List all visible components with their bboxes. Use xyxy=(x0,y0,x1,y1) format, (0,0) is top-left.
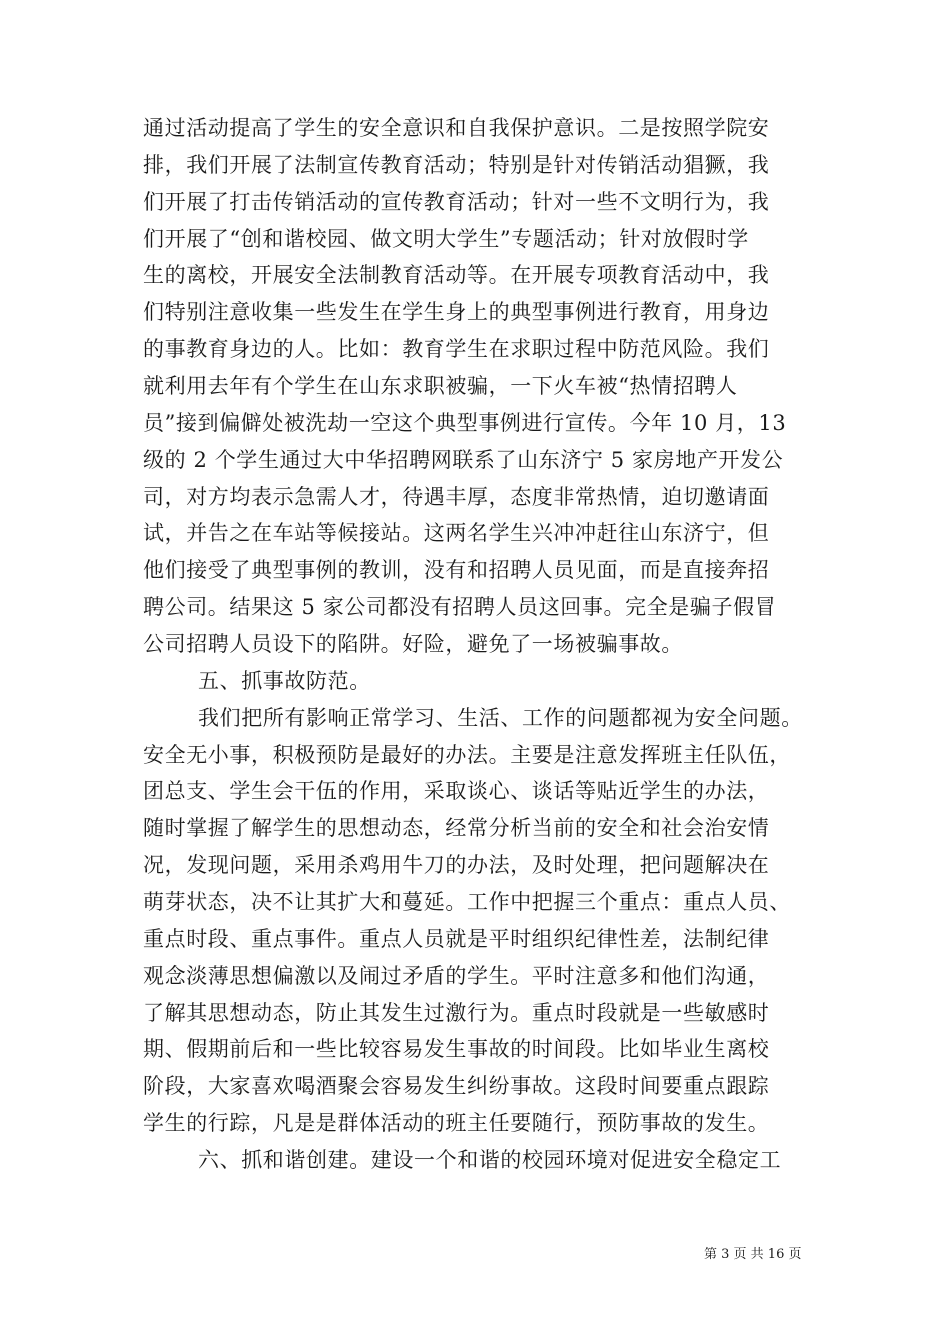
text-line: 们开展了“创和谐校园、做文明大学生”专题活动；针对放假时学 xyxy=(143,227,749,251)
text-line: 安全无小事，积极预防是最好的办法。主要是注意发挥班主任队伍， xyxy=(143,743,791,767)
text-line: 团总支、学生会干伍的作用，采取谈心、谈话等贴近学生的办法， xyxy=(143,779,770,803)
page-number-footer: 第 3 页 共 16 页 xyxy=(704,1247,802,1262)
text-line: 阶段，大家喜欢喝酒聚会容易发生纠纷事故。这段时间要重点跟踪 xyxy=(143,1074,770,1098)
section-heading: 六、抓和谐创建。建设一个和谐的校园环境对促进安全稳定工 xyxy=(198,1148,782,1172)
text-line: 况，发现问题，采用杀鸡用牛刀的办法，及时处理，把问题解决在 xyxy=(143,853,770,877)
text-line: 级的 2 个学生通过大中华招聘网联系了山东济宁 5 家房地产开发公 xyxy=(143,448,784,472)
text-line: 司，对方均表示急需人才，待遇丰厚，态度非常热情，迫切邀请面 xyxy=(143,485,770,509)
text-line: 随时掌握了解学生的思想动态，经常分析当前的安全和社会治安情 xyxy=(143,816,770,840)
text-line: 就利用去年有个学生在山东求职被骗，一下火车被“热情招聘人 xyxy=(143,374,738,398)
text-line: 聘公司。结果这 5 家公司都没有招聘人员这回事。完全是骗子假冒 xyxy=(143,595,777,619)
text-line: 的事教育身边的人。比如：教育学生在求职过程中防范风险。我们 xyxy=(143,337,770,361)
text-line: 通过活动提高了学生的安全意识和自我保护意识。二是按照学院安 xyxy=(143,116,770,140)
text-line: 们特别注意收集一些发生在学生身上的典型事例进行教育，用身边 xyxy=(143,300,770,324)
text-line: 学生的行踪，凡是是群体活动的班主任要随行，预防事故的发生。 xyxy=(143,1111,770,1135)
text-line: 们开展了打击传销活动的宣传教育活动；针对一些不文明行为，我 xyxy=(143,190,770,214)
text-line: 员”接到偏僻处被洗劫一空这个典型事例进行宣传。今年 10 月，13 xyxy=(143,411,787,435)
text-line: 他们接受了典型事例的教训，没有和招聘人员见面，而是直接奔招 xyxy=(143,558,770,582)
text-line: 了解其思想动态，防止其发生过激行为。重点时段就是一些敏感时 xyxy=(143,1001,770,1025)
text-line: 生的离校，开展安全法制教育活动等。在开展专项教育活动中，我 xyxy=(143,263,770,287)
text-line: 期、假期前后和一些比较容易发生事故的时间段。比如毕业生离校 xyxy=(143,1037,770,1061)
text-line: 排，我们开展了法制宣传教育活动；特别是针对传销活动猖獗，我 xyxy=(143,153,770,177)
text-line: 萌芽状态，决不让其扩大和蔓延。工作中把握三个重点：重点人员、 xyxy=(143,890,791,914)
section-heading: 五、抓事故防范。 xyxy=(198,669,371,693)
paragraph-start: 我们把所有影响正常学习、生活、工作的问题都视为安全问题。 xyxy=(198,706,803,730)
text-line: 试，并告之在车站等候接站。这两名学生兴冲冲赶往山东济宁，但 xyxy=(143,521,770,545)
text-line: 公司招聘人员设下的陷阱。好险，避免了一场被骗事故。 xyxy=(143,632,683,656)
text-line: 观念淡薄思想偏激以及闹过矛盾的学生。平时注意多和他们沟通， xyxy=(143,964,770,988)
text-line: 重点时段、重点事件。重点人员就是平时组织纪律性差，法制纪律 xyxy=(143,927,770,951)
